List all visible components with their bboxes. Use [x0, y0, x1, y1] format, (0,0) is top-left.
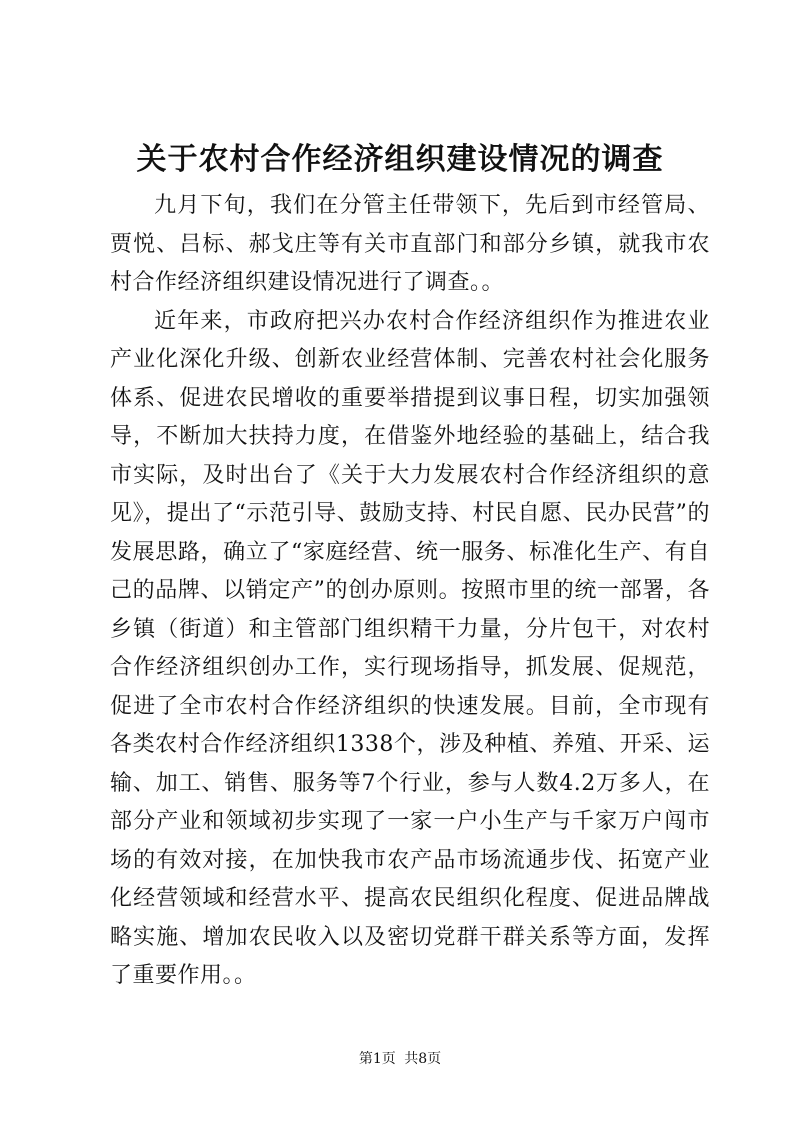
paragraph-2: 近年来，市政府把兴办农村合作经济组织作为推进农业产业化深化升级、创新农业经营体制、完善农村社会化服务体系、促进农民增收的重要举措提到议事日程，切实加强领导，不断加大扶持力度，在借鉴外地经验的基础上，结合我市实际，及时出台了《关于大力发展农村合作经济组织的意见》，提出了“示范引导、鼓励支持、村民自愿、民办民营”的发展思路，确立了“家庭经营、统一服务、标准化生产、有自己的品牌、以销定产”的创办原则。按照市里的统一部署，各乡镇（街道）和主管部门组织精干力量，分片包干，对农村合作经济组织创办工作，实行现场指导，抓发展、促规范，促进了全市农村合作经济组织的快速发展。目前，全市现有各类农村合作经济组织1338个，涉及种植、养殖、开采、运输、加工、销售、服务等7个行业，参与人数4.2万多人，在部分产业和领域初步实现了一家一户小生产与千家万户闯市场的有效对接，在加快我市农产品市场流通步伐、拓宽产业化经营领域和经营水平、提高农民组织化程度、促进品牌战略实施、增加农民收入以及密切党群干群关系等方面，发挥了重要作用。。 [110, 308, 710, 988]
page-number: 第1页 [358, 1051, 396, 1067]
page-footer [0, 1049, 800, 1069]
paragraph-1: 九月下旬，我们在分管主任带领下，先后到市经管局、贾悦、吕标、郝戈庄等有关市直部门和部分乡镇，就我市农村合作经济组织建设情况进行了调查。。 [110, 193, 710, 295]
document-title: 关于农村合作经济组织建设情况的调查 [136, 142, 664, 177]
document-body [110, 187, 710, 996]
page-total: 共8页 [404, 1051, 442, 1067]
